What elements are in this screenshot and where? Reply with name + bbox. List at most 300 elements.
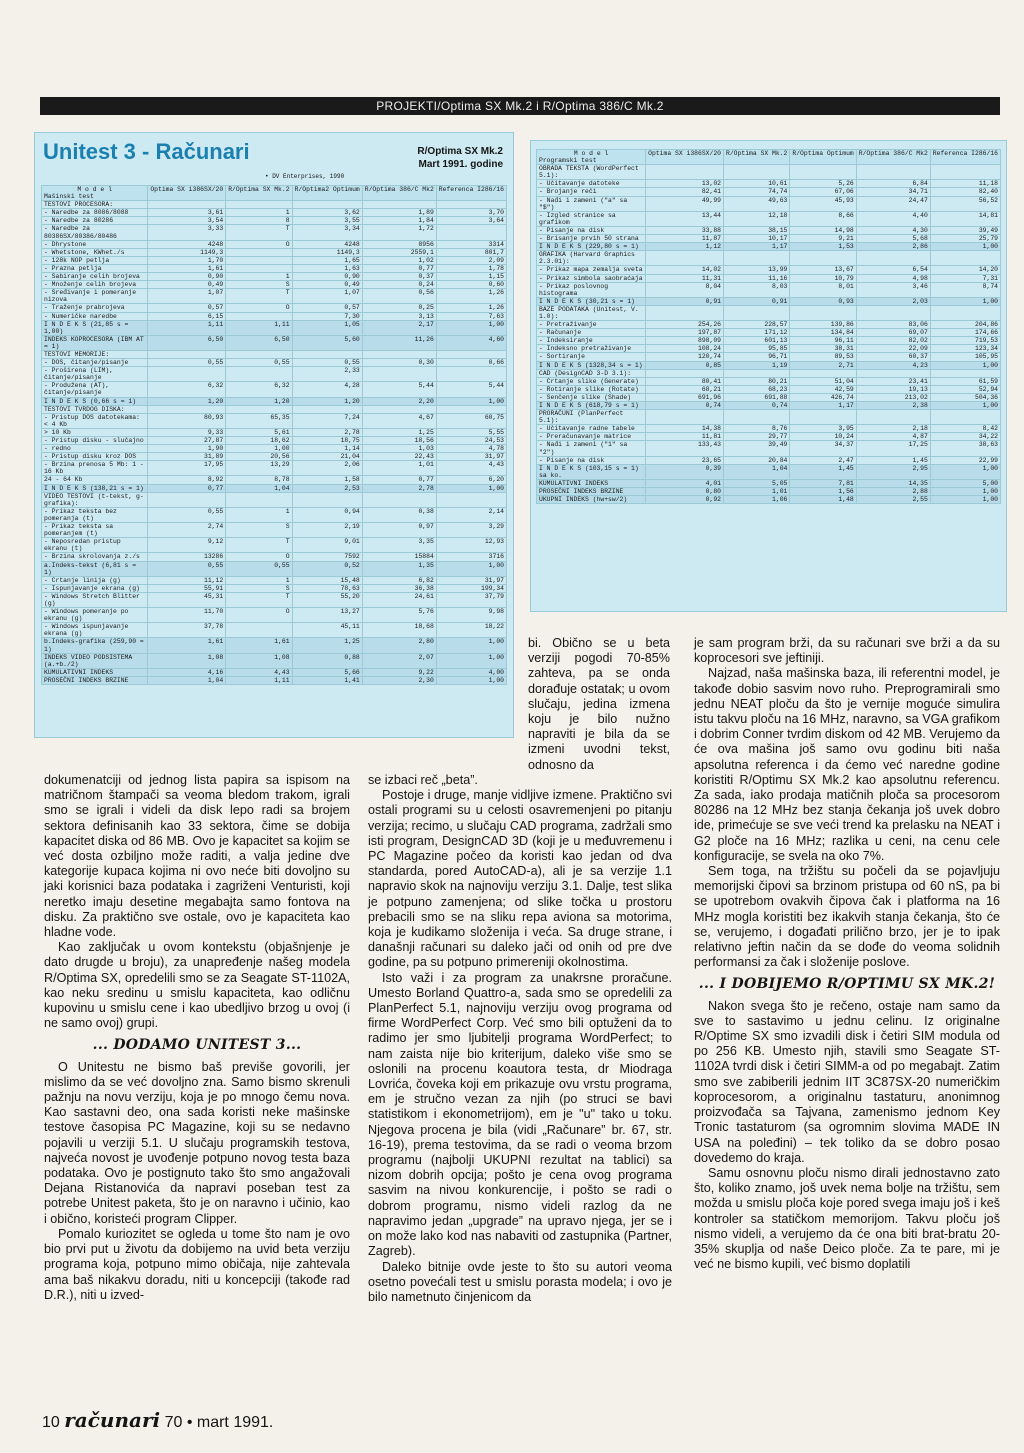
table-cell: 34,71 [856, 188, 930, 196]
table-cell [856, 369, 930, 377]
table-cell: 0,25 [362, 304, 436, 312]
table-cell: 45,11 [292, 623, 362, 638]
table-cell: O [226, 553, 292, 561]
table-cell: 9,01 [292, 538, 362, 553]
table-cell [646, 369, 724, 377]
paragraph: Pomalo kuriozitet se ogleda u tome što nam je ovo bio prvi put u životu da dobijemo na uvid beta verziju programa koja, potpuno mimo običaja, nije zahtevala ama baš nikakvu doradu, niti u koncepciji (takođe rad D.R.), niti u izved- [44, 1226, 350, 1302]
table-cell: 1,15 [436, 273, 506, 281]
row-label: - Učitavanje radne tabele [537, 425, 646, 433]
table-cell: 1,63 [292, 264, 362, 272]
table-cell: 23,65 [646, 456, 724, 464]
row-label: - Crtanje slike (Generate) [537, 377, 646, 385]
table-cell: 1,65 [292, 256, 362, 264]
table-cell: 39,49 [724, 441, 790, 456]
table-cell: 0,49 [148, 281, 226, 289]
table-row [537, 402, 1001, 410]
table-row [537, 377, 1001, 385]
table-cell [148, 492, 226, 507]
table-cell: 4,43 [436, 461, 506, 476]
table-cell: 3,13 [362, 312, 436, 320]
table-cell: 1,90 [148, 445, 226, 453]
table-cell: 33,88 [646, 226, 724, 234]
table-cell: O [226, 240, 292, 248]
table-cell [362, 350, 436, 358]
table-cell: 5,66 [292, 668, 362, 676]
table-cell: 17,95 [148, 461, 226, 476]
table-cell [436, 492, 506, 507]
table-cell [148, 350, 226, 358]
row-label: INDEKS KOPROCESORA (IBM AT = 1) [42, 335, 148, 350]
table-row [42, 653, 507, 668]
row-label: - Naredbe za 80386SX/80386/80486 [42, 225, 148, 240]
table-cell: 0,74 [724, 402, 790, 410]
table-cell: 68,21 [646, 385, 724, 393]
table-cell: S [226, 523, 292, 538]
row-label: I N D E K S (0,66 s = 1) [42, 397, 148, 405]
table-cell: 31,89 [148, 453, 226, 461]
paragraph: Kao zaključak u ovom kontekstu (objašnjenje je dato drugde u broju), za unapređenje našeg modela R/Optima SX, opredelili smo se za Seagate ST-1102A, kao neku sredinu u smislu kapaciteta, kao odličnu kupovinu u smislu cene i kao ubedljivo brzog u ovoj (i ne samo ovoj) grupi. [44, 940, 350, 1031]
table-cell: 11,70 [148, 608, 226, 623]
paragraph: Isto važi i za program za unakrsne proračune. Umesto Borland Quattro-a, sada smo se opredelili za PlanPerfect 5.1, najnoviju verziju ovog programa od firme WordPerfect Corp. Već smo bili optuženi da to radimo jer smo ljubitelji programa WordPerfect; to nam zaista nije bio kriterijum, daleko više smo se oslonili na procenu koautora testa, dr Miodraga Lovrića, čoveka koji em prikazuje ovu vrstu programa, em je stručno vezan za njih (po struci se bavi statistikom i ekonometrijom), em je "u" tako u toku. Njegova procena je bila (vidi „Računare” br. 67, str. 16-19), prema testovima, da se radi o veoma brzom programu (najbolji UKUPNI rezultat na tablici) sa nizom dobrih opcija; pošto je cena ovog programa sasvim na nivou konkurencije, i pošto se radi o dobrom programu, nismo videli razlog da ne napravimo jedan „upgrade” na upravo njega, jer se i on može lako kod nas nabaviti od zastupnika (Partner, Zagreb). [368, 970, 672, 1259]
table-cell: 1,00 [930, 402, 1000, 410]
row-label: UKUPNI INDEKS (hw+sw/2) [537, 496, 646, 504]
table-cell: T [226, 225, 292, 240]
table-cell: 7,24 [292, 413, 362, 428]
table-cell: 1,00 [436, 653, 506, 668]
table-cell: 9,33 [148, 428, 226, 436]
row-label: I N D E K S (30,21 s = 1) [537, 297, 646, 305]
table-cell: 4,01 [646, 479, 724, 487]
table-cell [790, 410, 856, 425]
row-label: - Sabiranje celih brojeva [42, 273, 148, 281]
table-cell: 12,93 [436, 538, 506, 553]
table-cell [724, 410, 790, 425]
paragraph: Postoje i druge, manje vidljive izmene. Praktično svi ostali programi su u celosti osavremenjeni po pitanju verzija; recimo, u slučaju CAD programa, zadržali smo isti program, DesignCAD 3D (koji je u međuvremenu i PC Magazine počeo da koristi kao jedan od dva standarda, pored AutoCAD-a), ali je sa verzije 1.1 napravio skok na najnoviju verziju 3.1. Dalje, test slika je potpuno zamenjena; od slike točka u prostoru prebacili smo se na sliku repa aviona sa motorima, koja je kudikamo složenija i veća. Sa druge strane, i današnji računari su daleko jači od onih od pre dve godine, pa su potpuno primereniji okolnostima. [368, 788, 672, 970]
table-row [42, 281, 507, 289]
table-cell: 11,81 [646, 433, 724, 441]
table-row [537, 441, 1001, 456]
col-header: Optima SX i386SX/20 [148, 186, 226, 201]
table-row [42, 623, 507, 638]
table-row [537, 188, 1001, 196]
table-cell: 60,37 [856, 353, 930, 361]
table-cell: 6,32 [226, 382, 292, 397]
table-cell: 18,62 [226, 437, 292, 445]
table-cell [292, 405, 362, 413]
table-cell: 19,13 [856, 385, 930, 393]
table-cell: 0,56 [362, 289, 436, 304]
table-cell [646, 410, 724, 425]
row-label: TESTOVI TVRDOG DISKA: [42, 405, 148, 413]
row-label: - Produžena (AT), čitanje/pisanje [42, 382, 148, 397]
row-label: - Naredbe za 8086/8088 [42, 209, 148, 217]
table-cell: 1,58 [292, 476, 362, 484]
row-label: - Pretraživanje [537, 321, 646, 329]
row-label: - Indeksno pretraživanje [537, 345, 646, 353]
table-cell: 11,31 [646, 274, 724, 282]
table-cell: 0,91 [724, 297, 790, 305]
table-row [42, 553, 507, 561]
row-label: I N D E K S (229,80 s = 1) [537, 243, 646, 251]
table-cell: 426,74 [790, 393, 856, 401]
table-cell: 13,99 [724, 266, 790, 274]
table-cell: 1,01 [362, 461, 436, 476]
table-row [42, 312, 507, 320]
table-cell: 69,07 [856, 329, 930, 337]
table-cell: 25,79 [930, 235, 1000, 243]
table-cell: 1,19 [724, 361, 790, 369]
row-label: BAZE PODATAKA (Unitest, V. 1.0): [537, 305, 646, 320]
table-row [42, 413, 507, 428]
row-label: - 128k NOP petlja [42, 256, 148, 264]
table-cell: 5,44 [436, 382, 506, 397]
table-row [537, 385, 1001, 393]
table-row [42, 584, 507, 592]
table-cell: 96,11 [790, 337, 856, 345]
table-cell: 5,55 [436, 428, 506, 436]
table-cell: 3,35 [362, 538, 436, 553]
table-cell: 14,20 [930, 266, 1000, 274]
table-row [42, 209, 507, 217]
col-header: M o d e l Mašinski test [42, 186, 148, 201]
table-cell: 4,98 [856, 274, 930, 282]
table-cell: 133,43 [646, 441, 724, 456]
row-label: - Rotiranje slike (Rotate) [537, 385, 646, 393]
table-row [537, 251, 1001, 266]
table-cell: 4,28 [292, 382, 362, 397]
table-cell: T [226, 289, 292, 304]
table-cell: 1,17 [724, 243, 790, 251]
table-cell: 24,61 [362, 592, 436, 607]
row-label: 24 - 64 Kb [42, 476, 148, 484]
table-cell: 0,39 [646, 464, 724, 479]
table-cell: 96,71 [724, 353, 790, 361]
table-cell [226, 201, 292, 209]
table-row [42, 264, 507, 272]
table-cell: 5,26 [790, 180, 856, 188]
row-label: - Prikaz teksta sa pomeranjem (t) [42, 523, 148, 538]
paragraph: Nakon svega što je rečeno, ostaje nam samo da sve to sastavimo u jednu celinu. Iz originalne R/Optime SX smo izvadili disk i četiri SIM modula od po 256 KB. Umesto njih, stavili smo Seagate ST-1102A tvrdi disk i četiri SIMM-a od po megabajt. Zatim smo sve zabiberili jednim IIT 3C87SX-20 numeričkim koprocesorom, a originalnu tastaturu, anonimnog proizvođača sa Tajvana, zamenismo jednom Key Tronic tastaturom (sa ogromnim slovima MADE IN USA na poleđini) – tek toliko da se dobro posao dovedemo do kraja. [694, 998, 1000, 1165]
table-cell: 10,79 [790, 274, 856, 282]
table-cell [226, 350, 292, 358]
table-row [42, 437, 507, 445]
table-cell: 3,33 [148, 225, 226, 240]
table-cell: 80,21 [724, 377, 790, 385]
table-cell: 3716 [436, 553, 506, 561]
table-cell: 3,61 [148, 209, 226, 217]
table-cell: 5,68 [856, 235, 930, 243]
table-cell [646, 251, 724, 266]
section-header: PROJEKTI/Optima SX Mk.2 i R/Optima 386/C Mk.2 [40, 97, 1000, 115]
table-cell: S [226, 584, 292, 592]
table-cell [226, 264, 292, 272]
table-cell: 82,02 [856, 337, 930, 345]
table-cell: 4,60 [436, 335, 506, 350]
row-label: - Izgled stranice sa grafikom [537, 211, 646, 226]
table-row [42, 225, 507, 240]
table-cell: 31,97 [436, 453, 506, 461]
table-cell: 74,74 [724, 188, 790, 196]
table-row [42, 304, 507, 312]
table-cell: 6,50 [148, 335, 226, 350]
table-row [42, 484, 507, 492]
table-row [537, 345, 1001, 353]
table-cell: 2,06 [292, 461, 362, 476]
table-cell: 2,17 [362, 320, 436, 335]
table-cell [930, 165, 1000, 180]
table-cell: 0,55 [226, 359, 292, 367]
table-cell: 49,99 [646, 196, 724, 211]
row-label: I N D E K S (138,21 s = 1) [42, 484, 148, 492]
table-cell [148, 367, 226, 382]
table-cell: 9,22 [362, 668, 436, 676]
col-header: R/Optima2 Optimum [292, 186, 362, 201]
table-cell: 2559,1 [362, 248, 436, 256]
table-cell: 10,17 [724, 235, 790, 243]
table-cell: O [226, 304, 292, 312]
table-cell: 0,55 [148, 359, 226, 367]
row-label: - Indeksiranje [537, 337, 646, 345]
row-label: - Brzina skrolovanja z./s [42, 553, 148, 561]
table-cell: 3,34 [292, 225, 362, 240]
table-cell: 1,35 [362, 561, 436, 576]
table-cell: 68,23 [724, 385, 790, 393]
table-row [42, 240, 507, 248]
row-label: - Windows pomeranje po ekranu (g) [42, 608, 148, 623]
table-cell: 55,20 [292, 592, 362, 607]
table-cell: 82,41 [646, 188, 724, 196]
table-cell: 801,7 [436, 248, 506, 256]
table-cell: 0,30 [362, 359, 436, 367]
paragraph: O Unitestu ne bismo baš previše govorili, jer mislimo da se već dovoljno zna. Samo bismo skrenuli pažnju na novu verziju, koja je po mnogo čemu nova. Kao sastavni deo, ona sada koristi neke mašinske testove časopisa PC Magazine, koji su se nedavno pojavili u verziji 5.1. U slučaju programskih testova, najveća novost je uvođenje potpuno novog testa baza podataka. Ovo je postignuto tako što smo angažovali Dejana Ristanovića da napravi poseban test za potrebe Unitest paketa, što je on naravno i učinio, kao i obično, koristeći program Clipper. [44, 1059, 350, 1226]
table-cell: 691,88 [724, 393, 790, 401]
row-label: - Senčenje slike (Shade) [537, 393, 646, 401]
table-row [42, 445, 507, 453]
table-cell: 22,99 [930, 456, 1000, 464]
row-label: - Prikaz poslovnog histograma [537, 282, 646, 297]
table-cell: 42,59 [790, 385, 856, 393]
paragraph: Sem toga, na tržištu su počeli da se pojavljuju memorijski čipovi sa brzinom pristupa od 60 nS, pa bi se upotrebom ovakvih čipova čak i platforma na 16 MHz mogla koristiti bez ikakvih stanja čekanja, što će se, verujemo, i događati prilično brzo, jer je to ipak relativno jeftin način da se dođe do veoma solidnih performansi za čak i složenije poslove. [694, 864, 1000, 970]
table-cell: 22,09 [856, 345, 930, 353]
row-label: - Whetstone, KWhet./s [42, 248, 148, 256]
table-row [537, 235, 1001, 243]
row-label: KUMULATIVNI INDEKS [537, 479, 646, 487]
table-cell: 1,25 [292, 638, 362, 653]
table-cell: 4248 [292, 240, 362, 248]
table-cell: 89,53 [790, 353, 856, 361]
table-row [537, 321, 1001, 329]
table-row [537, 353, 1001, 361]
table-cell: 1 [226, 273, 292, 281]
table-cell: 0,85 [646, 361, 724, 369]
issue-date: mart 1991. [196, 1414, 274, 1431]
table-cell: 6,20 [436, 476, 506, 484]
table-cell: 4248 [148, 240, 226, 248]
table-cell: 2,74 [148, 523, 226, 538]
panel-subtitle: R/Optima SX Mk.2 Mart 1991. godine [417, 146, 503, 170]
table-cell: 17,25 [856, 441, 930, 456]
table-cell: 10,61 [724, 180, 790, 188]
table-cell: 2,47 [790, 456, 856, 464]
row-label: - Sređivanje i pomeranje nizova [42, 289, 148, 304]
paragraph: Samu osnovnu ploču nismo dirali jednostavno zato što, koliko znamo, još uvek nema bolje na tržištu, sem možda u smislu ploča koje pored svega imaju još i keš kontroler sa statičkom memorijom. Takvu ploču još nismo videli, a verujemo da će ona biti brat-bratu 20-35% skuplja od naše Deico ploče. Za te pare, mi je već ne bismo kupili, već bismo doplatili [694, 1165, 1000, 1272]
table-cell: S [226, 281, 292, 289]
table-cell: 139,86 [790, 321, 856, 329]
table-cell: 1,07 [148, 289, 226, 304]
table-cell: 2,86 [856, 243, 930, 251]
table-cell: 1,25 [362, 428, 436, 436]
table-row [537, 393, 1001, 401]
table-cell: 34,37 [790, 441, 856, 456]
table-cell: 27,87 [148, 437, 226, 445]
table-cell: 0,55 [148, 561, 226, 576]
table-cell: 0,92 [646, 496, 724, 504]
table-row [537, 196, 1001, 211]
table-cell: 5,61 [226, 428, 292, 436]
row-label: - Prikaz teksta bez pomeranja (t) [42, 507, 148, 522]
panel-copyright: • DV Enterprises, 1990 [265, 173, 345, 180]
table-row [42, 561, 507, 576]
table-cell: 7,63 [436, 312, 506, 320]
row-label: TESTOVI MEMORIJE: [42, 350, 148, 358]
row-label: - Nađi i zameni ("1" sa "2") [537, 441, 646, 456]
table-cell: 1,11 [226, 320, 292, 335]
table-row [537, 266, 1001, 274]
table-row [537, 496, 1001, 504]
table-cell [226, 492, 292, 507]
page-number: 10 [42, 1414, 60, 1431]
table-cell: 1,05 [292, 320, 362, 335]
table-cell: 1,00 [226, 445, 292, 453]
table-cell: 14,35 [856, 479, 930, 487]
table-cell [226, 312, 292, 320]
table-cell [362, 405, 436, 413]
col-header: Referenca I286/16 [930, 150, 1000, 165]
table-row [42, 476, 507, 484]
table-cell: 1149,3 [148, 248, 226, 256]
table-cell: 3,54 [148, 217, 226, 225]
table-row [537, 369, 1001, 377]
row-label: - Naredbe za 80286 [42, 217, 148, 225]
table-cell [930, 305, 1000, 320]
table-cell: 1,06 [724, 496, 790, 504]
table-cell: 11,16 [724, 274, 790, 282]
table-row [537, 361, 1001, 369]
table-cell: 2,33 [292, 367, 362, 382]
table-cell: 13,02 [646, 180, 724, 188]
table-cell: 2,38 [856, 402, 930, 410]
row-label: - Numeričke naredbe [42, 312, 148, 320]
table-cell: 1,08 [226, 653, 292, 668]
table-cell: 0,57 [148, 304, 226, 312]
table-cell: 1,11 [148, 320, 226, 335]
table-cell: 52,94 [930, 385, 1000, 393]
table-cell [226, 256, 292, 264]
table-cell [436, 225, 506, 240]
table-cell [724, 251, 790, 266]
table-row [42, 453, 507, 461]
table-cell: 2,78 [292, 428, 362, 436]
row-label: - Množenje celih brojeva [42, 281, 148, 289]
table-cell: 1,84 [362, 217, 436, 225]
table-cell: 1,00 [436, 676, 506, 684]
table-cell: 3,95 [790, 425, 856, 433]
table-cell [856, 410, 930, 425]
table-cell: 6,54 [856, 266, 930, 274]
row-label: - Računanje [537, 329, 646, 337]
row-label: INDEKS VIDEO PODSISTEMA (a.+b./2) [42, 653, 148, 668]
table-cell: 78,63 [292, 584, 362, 592]
table-cell: 199,34 [436, 584, 506, 592]
table-row [537, 226, 1001, 234]
table-cell: 38,63 [930, 441, 1000, 456]
row-label: - Pisanje na disk [537, 226, 646, 234]
machine-test-panel [34, 132, 514, 738]
table-cell: 1,03 [362, 445, 436, 453]
table-cell: 15884 [362, 553, 436, 561]
row-label: - Pristup disku kroz DOS [42, 453, 148, 461]
table-cell: 11,12 [148, 576, 226, 584]
table-cell: 0,90 [292, 273, 362, 281]
table-cell [724, 305, 790, 320]
table-cell: 14,81 [930, 211, 1000, 226]
table-cell: 1,00 [436, 638, 506, 653]
table-cell: 3314 [436, 240, 506, 248]
table-cell: 1,20 [148, 397, 226, 405]
table-cell: 2,78 [362, 484, 436, 492]
row-label: - Neposredan pristup ekranu (t) [42, 538, 148, 553]
table-cell: 0,90 [148, 273, 226, 281]
table-row [42, 592, 507, 607]
table-row [537, 243, 1001, 251]
table-cell: 14,98 [790, 226, 856, 234]
table-cell [226, 248, 292, 256]
table-cell: 3,55 [292, 217, 362, 225]
table-cell: 0,55 [226, 561, 292, 576]
table-cell: 6,50 [226, 335, 292, 350]
table-cell: 11,18 [930, 180, 1000, 188]
row-label: I N D E K S (1328,34 s = 1) [537, 361, 646, 369]
table-cell [646, 305, 724, 320]
table-cell: 0,66 [436, 359, 506, 367]
table-cell: 1,00 [436, 320, 506, 335]
table-cell: 1,00 [930, 496, 1000, 504]
table-cell: 1,45 [856, 456, 930, 464]
table-cell [226, 405, 292, 413]
table-cell: 0,57 [292, 304, 362, 312]
row-label: - Prikaz simbola saobraćaja [537, 274, 646, 282]
col-header: R/Optima Optimum [790, 150, 856, 165]
row-label: - Traženje prabrojeva [42, 304, 148, 312]
table-cell: 1,61 [226, 638, 292, 653]
table-cell [856, 305, 930, 320]
table-cell: 8,03 [724, 282, 790, 297]
table-cell [436, 367, 506, 382]
table-cell [362, 201, 436, 209]
table-cell: 3,64 [436, 217, 506, 225]
table-cell: 51,04 [790, 377, 856, 385]
table-cell: 4,00 [436, 668, 506, 676]
table-cell: 1 [226, 209, 292, 217]
table-row [42, 289, 507, 304]
table-row [537, 165, 1001, 180]
table-row [42, 350, 507, 358]
table-cell: 15,48 [292, 576, 362, 584]
table-cell: 4,30 [856, 226, 930, 234]
table-cell: 120,74 [646, 353, 724, 361]
table-cell: 1,08 [148, 653, 226, 668]
table-row [537, 305, 1001, 320]
